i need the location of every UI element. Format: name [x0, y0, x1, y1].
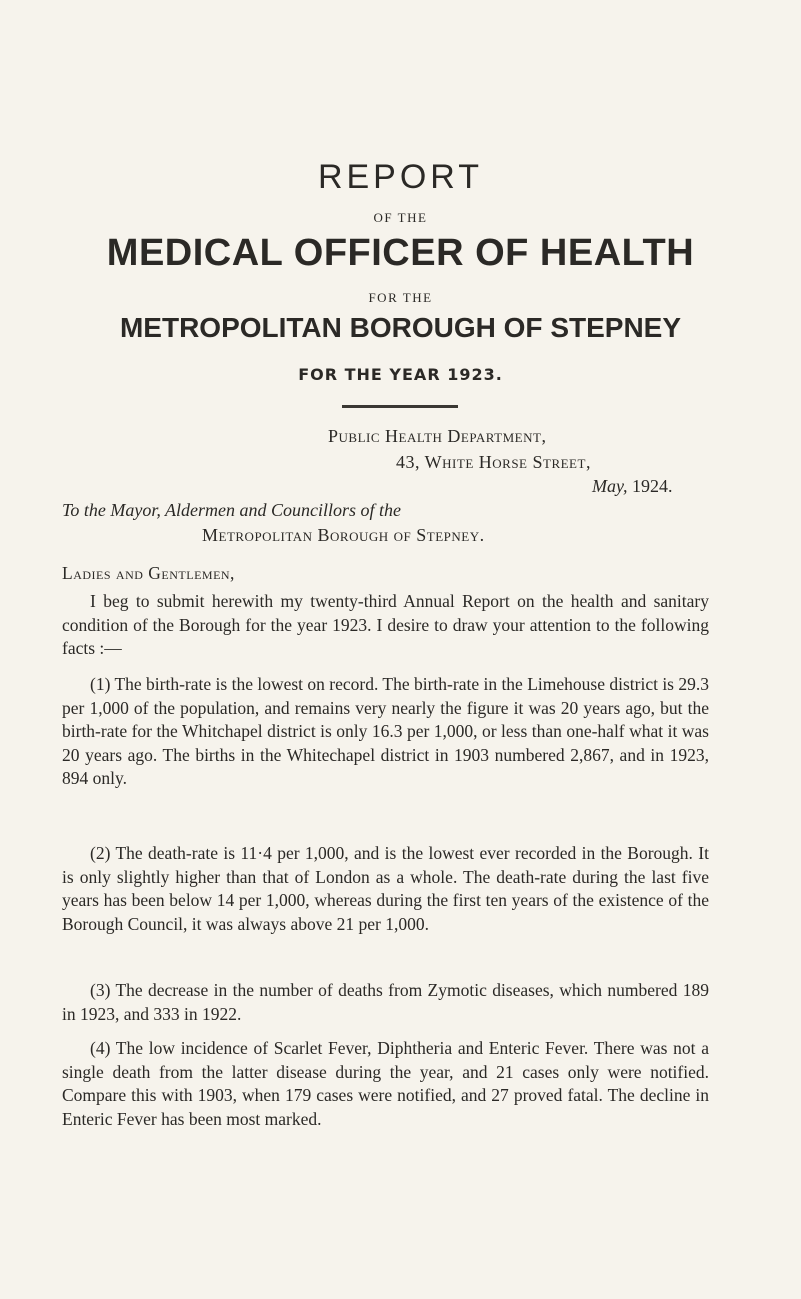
date-month: May, [592, 476, 628, 496]
fact-1-text: (1) The birth-rate is the lowest on record. The birth-rate in the Limehouse district is 29.3 per 1,000 of the population, and remains very nearly the figure it was 20 years ago, but the birth-rate for the Whitchapel district is only 16.3 per 1,000, or less than one-half what it was 20 years ago. The births in the Whitechapel district in 1903 numbered 2,867, and in 1923, 894 only. [62, 674, 709, 788]
addressee-line-2: Metropolitan Borough of Stepney. [202, 525, 485, 545]
fact-paragraph-4 [62, 1037, 709, 1131]
fact-3-text: (3) The decrease in the number of deaths from Zymotic diseases, which numbered 189 in 1923, and 333 in 1922. [62, 980, 709, 1024]
year-heading: FOR THE YEAR 1923. [298, 365, 503, 384]
borough-heading: METROPOLITAN BOROUGH OF STEPNEY [119, 312, 682, 343]
fact-2-text: (2) The death-rate is 11·4 per 1,000, and is the lowest ever recorded in the Borough. It is only slightly higher than that of London as a whole. The death-rate during the last five years has been below 14 per 1,000, whereas during the first ten years of the existence of the Borough Council, it was always above 21 per 1,000. [62, 843, 709, 934]
salutation: Ladies and Gentlemen, [62, 563, 235, 583]
report-date [592, 476, 673, 497]
address-line-1: Public Health Department, [328, 426, 547, 446]
section-divider [342, 405, 458, 408]
fact-paragraph-2 [62, 842, 709, 936]
address-line-2: 43, White Horse Street, [396, 452, 591, 472]
date-year: 1924. [632, 476, 673, 496]
for-the-label: FOR THE [368, 290, 433, 305]
fact-4-text: (4) The low incidence of Scarlet Fever, Diphtheria and Enteric Fever. There was not a single death from the latter disease during the year, and 21 cases only were notified. Compare this with 1903, when 179 cases were notified, and 27 proved fatal. The decline in Enteric Fever has been most marked. [62, 1038, 709, 1129]
document-title: MEDICAL OFFICER OF HEALTH [106, 232, 695, 274]
fact-paragraph-1 [62, 673, 709, 791]
addressee-line-1: To the Mayor, Aldermen and Councillors of the [62, 500, 401, 520]
report-heading: REPORT [317, 158, 484, 196]
intro-text: I beg to submit herewith my twenty-third Annual Report on the health and sanitary condition of the Borough for the year 1923. I desire to draw your attention to the following facts :— [62, 591, 709, 658]
of-the-label: OF THE [373, 210, 428, 225]
fact-paragraph-3 [62, 979, 709, 1026]
intro-paragraph [62, 590, 709, 661]
